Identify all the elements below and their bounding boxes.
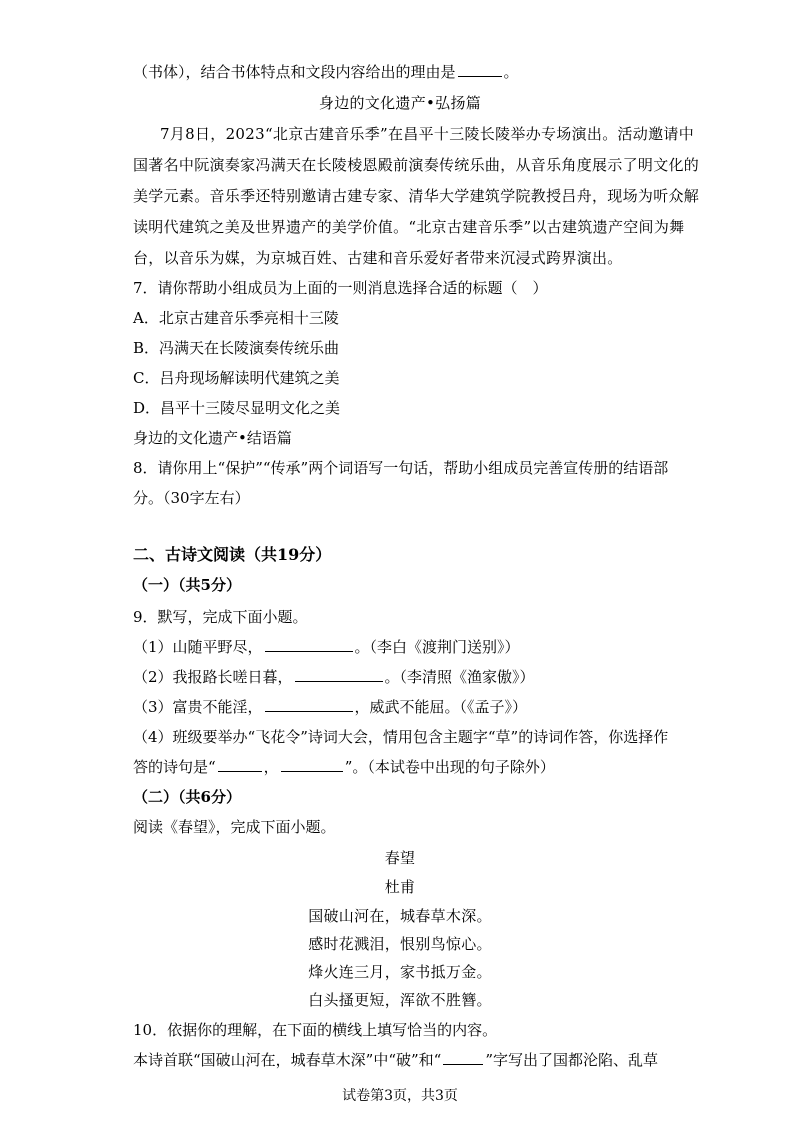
- question-7: 7．请你帮助小组成员为上面的一则消息选择合适的标题（ ）: [133, 279, 548, 297]
- answer-blank[interactable]: [265, 697, 353, 712]
- question-8-cont: 分。（30字左右）: [133, 489, 250, 507]
- page-footer: 试卷第3页，共3页: [342, 1088, 458, 1104]
- subheading-promote: 身边的文化遗产•弘扬篇: [318, 94, 482, 112]
- option-b[interactable]: B．冯满天在长陵演奏传统乐曲: [133, 339, 340, 357]
- option-a[interactable]: A．北京古建音乐季亮相十三陵: [133, 309, 339, 327]
- answer-blank[interactable]: [265, 637, 353, 652]
- part-heading-2: （二）（共6分）: [133, 788, 241, 806]
- question-9-1: （1）山随平野尽， 。（李白《渡荆门送别》）: [133, 638, 520, 656]
- poem-line: 烽火连三月，家书抵万金。: [308, 963, 492, 981]
- paragraph-line: 7月8日，2023“北京古建音乐季”在昌平十三陵长陵举办专场演出。活动邀请中: [160, 125, 695, 143]
- paragraph-line: 台，以音乐为媒，为京城百姓、古建和音乐爱好者带来沉浸式跨界演出。: [133, 249, 623, 267]
- section-heading: 二、古诗文阅读（共19分）: [133, 545, 332, 564]
- paragraph-line: 国著名中阮演奏家冯满天在长陵棱恩殿前演奏传统乐曲，从音乐角度展示了明文化的: [133, 156, 700, 174]
- question-9-4: （4）班级要举办“飞花令”诗词大会，情用包含主题字“草”的诗词作答，你选择作: [133, 728, 669, 746]
- poem-title: 春望: [384, 849, 416, 867]
- answer-blank[interactable]: [295, 667, 383, 682]
- line-reason: （书体），结合书体特点和文段内容给出的理由是 。: [133, 63, 519, 81]
- question-9-2: （2）我报路长嗟日暮， 。（李清照《渔家傲》）: [133, 668, 535, 686]
- question-10-cont: 本诗首联“国破山河在，城春草木深”中“破”和“ ”字写出了国都沦陷、乱草: [133, 1051, 659, 1069]
- paragraph-line: 美学元素。音乐季还特别邀请古建专家、清华大学建筑学院教授吕舟，现场为听众解: [133, 187, 700, 205]
- question-9: 9．默写，完成下面小题。: [133, 608, 308, 626]
- part-heading-1: （一）（共5分）: [133, 576, 241, 594]
- question-10: 10．依据你的理解，在下面的横线上填写恰当的内容。: [133, 1021, 498, 1039]
- option-c[interactable]: C．吕舟现场解读明代建筑之美: [133, 369, 340, 387]
- answer-blank[interactable]: [281, 757, 343, 772]
- poem-line: 白头搔更短，浑欲不胜簪。: [308, 991, 492, 1009]
- option-d[interactable]: D．昌平十三陵尽显明文化之美: [133, 399, 341, 417]
- question-8: 8．请你用上“保护”“传承”两个词语写一句话，帮助小组成员完善宣传册的结语部: [133, 459, 669, 477]
- answer-blank[interactable]: [218, 757, 262, 772]
- reading-instruction: 阅读《春望》，完成下面小题。: [133, 818, 336, 836]
- answer-blank[interactable]: [458, 62, 502, 77]
- poem-line: 感时花溅泪，恨别鸟惊心。: [308, 935, 492, 953]
- paragraph-line: 读明代建筑之美及世界遗产的美学价值。“北京古建音乐季”以古建筑遗产空间为舞: [133, 218, 685, 236]
- answer-blank[interactable]: [443, 1050, 483, 1065]
- question-9-3: （3）富贵不能淫， ，威武不能屈。（《孟子》）: [133, 698, 528, 716]
- poem-line: 国破山河在，城春草木深。: [308, 907, 492, 925]
- poem-author: 杜甫: [384, 878, 416, 896]
- question-9-4-cont: 答的诗句是“ ， ”。（本试卷中出现的句子除外）: [133, 758, 555, 776]
- subheading-conclusion: 身边的文化遗产•结语篇: [133, 429, 292, 447]
